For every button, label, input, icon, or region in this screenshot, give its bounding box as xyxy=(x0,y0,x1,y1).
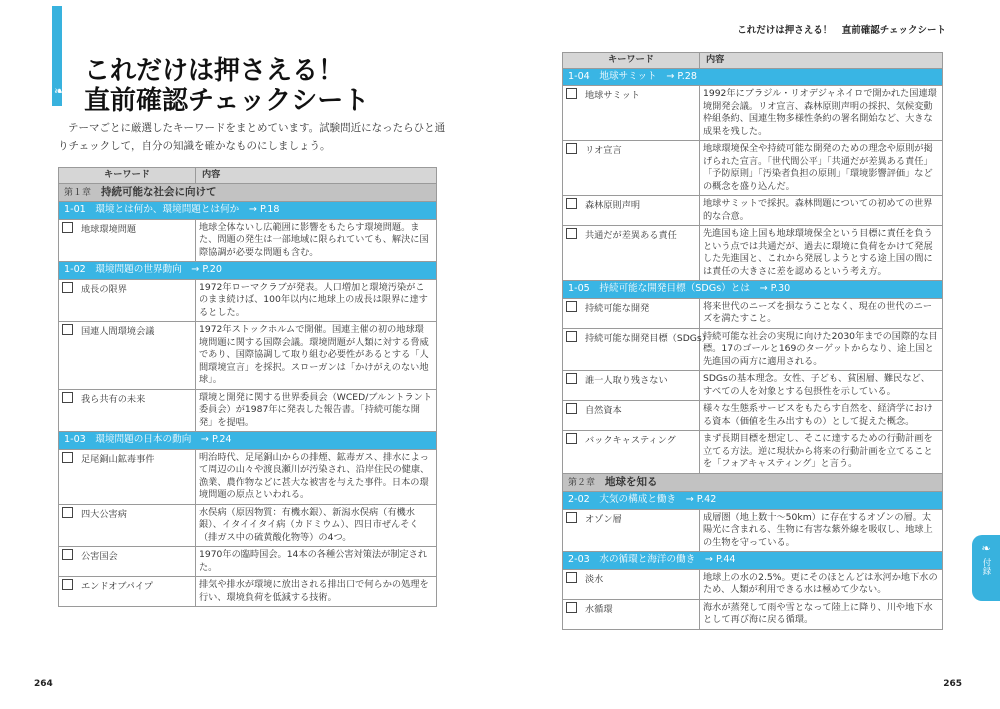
content-cell: 排気や排水が環境に放出される排出口で何らかの処理を行い、環境負荷を低減する技術。 xyxy=(196,577,437,607)
content-cell: 地球環境保全や持続可能な開発のための理念や原則が掲げられた宣言。「世代間公平」「共通だが差異ある責任」「予防原則」「汚染者負担の原則」「環境影響評価」などの概念を盛り込んだ。 xyxy=(700,141,943,196)
checkbox[interactable] xyxy=(566,512,577,523)
header-content: 内容 xyxy=(196,168,437,184)
table-row xyxy=(563,371,943,401)
table-row xyxy=(563,569,943,599)
keyword-cell xyxy=(563,141,700,196)
keyword-label: 国連人間環境会議 xyxy=(81,326,155,337)
checkbox[interactable] xyxy=(62,282,73,293)
keyword-label: 四大公害病 xyxy=(81,508,127,520)
keyword-label: オゾン層 xyxy=(585,513,622,525)
checkbox[interactable] xyxy=(566,403,577,414)
keyword-cell xyxy=(563,328,711,371)
checkbox[interactable] xyxy=(566,301,577,312)
table-header xyxy=(59,168,437,184)
keyword-label: 水循環 xyxy=(585,603,613,615)
table-row xyxy=(563,509,943,552)
keyword-label: 地球環境問題 xyxy=(81,223,137,235)
keyword-cell xyxy=(59,279,196,322)
keyword-label: 公害国会 xyxy=(81,551,118,562)
content-cell: 持続可能な社会の実現に向けた2030年までの国際的な目標。17のゴールと169のターゲットからなり、途上国と先進国の両方に適用される。 xyxy=(700,328,943,371)
section-row xyxy=(563,552,943,570)
keyword-label: 森林原則声明 xyxy=(585,200,641,211)
checkbox[interactable] xyxy=(62,549,73,560)
content-cell: 地球上の水の2.5%。更にそのほとんどは氷河か地下水のため、人類が利用できる水は極めて少ない。 xyxy=(700,569,943,599)
keyword-cell xyxy=(563,509,700,552)
keyword-cell xyxy=(59,504,196,547)
chapter-title: 持続可能な社会に向けて xyxy=(101,185,217,198)
checkbox[interactable] xyxy=(566,198,577,209)
table-row xyxy=(563,431,943,474)
table-row xyxy=(563,328,943,371)
content-cell: まず長期目標を想定し、そこに達するための行動計画を立てる方法。逆に現状から将来の行動計画を立てることを「フォアキャスティング」と言う。 xyxy=(700,431,943,474)
table-row xyxy=(563,298,943,328)
checkbox[interactable] xyxy=(62,324,73,335)
keyword-label: 足尾銅山鉱毒事件 xyxy=(81,453,155,465)
section-heading: 2-03 水の循環と海洋の働き → P.44 xyxy=(563,552,943,570)
table-body xyxy=(563,68,943,629)
content-cell: 地球全体ないし広範囲に影響をもたらす環境問題。また、問題の発生は一部地域に限られていても、解決に国際協調が必要な問題も含む。 xyxy=(196,219,437,262)
keyword-label: エンドオブパイプ xyxy=(81,581,153,592)
checkbox[interactable] xyxy=(62,452,73,463)
chapter-number: 第２章 xyxy=(568,477,596,488)
keyword-cell xyxy=(563,226,700,281)
keyword-cell xyxy=(563,298,700,328)
section-heading: 1-01 環境とは何か、環境問題とは何か → P.18 xyxy=(59,202,437,220)
content-cell: 成層圏（地上数十～50km）に存在するオゾンの層。太陽光に含まれる、生物に有害な紫外線を吸収し、地球上の生物を守っている。 xyxy=(700,509,943,552)
content-cell: 水俣病（原因物質：有機水銀）、新潟水俣病（有機水銀）、イタイイタイ病（カドミウム）、四日市ぜんそく（排ガス中の硫黄酸化物等）の4つ。 xyxy=(196,504,437,547)
keyword-cell xyxy=(563,401,700,431)
table-body xyxy=(59,183,437,607)
header-keyword: キーワード xyxy=(563,53,700,69)
header-content: 内容 xyxy=(700,53,943,69)
leaf-icon: ❧ xyxy=(54,84,65,98)
section-row xyxy=(563,68,943,86)
table-row xyxy=(563,599,943,629)
table-row xyxy=(563,226,943,281)
content-cell: 1992年にブラジル・リオデジャネイロで開かれた国連環境開発会議。リオ宣言、森林原則声明の採択、気候変動枠組条約、国連生物多様性条約の署名開始など、大きな成果を残した。 xyxy=(700,86,943,141)
table-row xyxy=(59,547,437,577)
keyword-cell xyxy=(563,86,700,141)
table-header xyxy=(563,53,943,69)
section-row xyxy=(563,281,943,299)
section-heading: 1-02 環境問題の世界動向 → P.20 xyxy=(59,262,437,280)
keyword-cell xyxy=(59,219,196,262)
keyword-table-right xyxy=(562,52,943,630)
section-row xyxy=(563,492,943,510)
checkbox[interactable] xyxy=(62,222,73,233)
keyword-label: 我ら共有の未来 xyxy=(81,393,146,405)
table-row xyxy=(563,401,943,431)
keyword-label: 地球サミット xyxy=(585,90,640,101)
page-title-line2: 直前確認チェックシート xyxy=(84,86,370,116)
chapter-heading xyxy=(59,183,437,202)
keyword-cell xyxy=(59,449,196,504)
keyword-label: 持続可能な開発目標（SDGs） xyxy=(585,332,711,344)
keyword-table-left xyxy=(58,167,437,607)
right-page xyxy=(500,0,1000,709)
checkbox[interactable] xyxy=(566,143,577,154)
checkbox[interactable] xyxy=(62,392,73,403)
checkbox[interactable] xyxy=(566,228,577,239)
section-row xyxy=(59,262,437,280)
keyword-cell xyxy=(563,569,700,599)
checkbox[interactable] xyxy=(566,331,577,342)
page-number: 264 xyxy=(34,679,53,689)
section-heading: 1-05 持続可能な開発目標（SDGs）とは → P.30 xyxy=(563,281,943,299)
appendix-tab-label: 付録 xyxy=(981,558,991,575)
section-row xyxy=(59,432,437,450)
content-cell: 明治時代、足尾銅山からの排煙、鉱毒ガス、排水によって周辺の山々や渡良瀬川が汚染され、沿岸住民の健康、漁業、農作物などに甚大な被害を与えた事件。日本の環境問題の原点といわれる。 xyxy=(196,449,437,504)
keyword-cell xyxy=(563,431,700,474)
table-row xyxy=(563,141,943,196)
table-row xyxy=(59,577,437,607)
intro-text: テーマごとに厳選したキーワードをまとめています。試験問近になったらひと通りチェックして，自分の知識を確かなものにしましょう。 xyxy=(58,122,446,152)
keyword-label: バックキャスティング xyxy=(585,435,676,446)
checkbox[interactable] xyxy=(566,602,577,613)
keyword-label: 自然資本 xyxy=(585,405,622,416)
content-cell: 海水が蒸発して雨や雪となって陸上に降り、川や地下水として再び海に戻る循環。 xyxy=(700,599,943,629)
checkbox[interactable] xyxy=(566,572,577,583)
content-cell: SDGsの基本理念。女性、子ども、貧困層、難民など、すべての人を対象とする包摂性を示している。 xyxy=(700,371,943,401)
checkbox[interactable] xyxy=(566,373,577,384)
keyword-cell xyxy=(59,389,196,432)
keyword-cell xyxy=(59,577,196,607)
section-row xyxy=(59,202,437,220)
checkbox[interactable] xyxy=(62,579,73,590)
table-row xyxy=(563,196,943,226)
keyword-label: 共通だが差異ある責任 xyxy=(585,230,677,241)
content-cell: 1972年ストックホルムで開催。国連主催の初の地球環境問題に関する国際会議。環境問題が人類に対する脅威であり、国際協調して取り組む必要性があるとする「人間環境宣言」を採択。スローガンは「かけがえのない地球」。 xyxy=(196,322,437,390)
chapter-title: 地球を知る xyxy=(605,475,658,488)
checkbox[interactable] xyxy=(62,507,73,518)
chapter-row xyxy=(563,473,943,492)
keyword-label: リオ宣言 xyxy=(585,145,622,156)
keyword-cell xyxy=(59,322,196,390)
checkbox[interactable] xyxy=(566,433,577,444)
content-cell: 1970年の臨時国会。14本の各種公害対策法が制定された。 xyxy=(196,547,437,577)
keyword-label: 持続可能な開発 xyxy=(585,302,650,314)
appendix-tab[interactable] xyxy=(972,535,1000,601)
table-row xyxy=(59,449,437,504)
keyword-label: 淡水 xyxy=(585,573,604,585)
section-heading: 1-04 地球サミット → P.28 xyxy=(563,68,943,86)
table-row xyxy=(59,322,437,390)
chapter-heading xyxy=(563,473,943,492)
page-number: 265 xyxy=(943,679,962,689)
section-heading: 1-03 環境問題の日本の動向 → P.24 xyxy=(59,432,437,450)
keyword-cell xyxy=(563,196,700,226)
keyword-label: 成長の限界 xyxy=(81,283,127,295)
content-cell: 将来世代のニーズを損なうことなく、現在の世代のニーズを満たすこと。 xyxy=(700,298,943,328)
content-cell: 先進国も途上国も地球環境保全という目標に責任を負うという点では共通だが、過去に環境に負荷をかけて発展した先進国と、これから発展しようとする途上国の間には責任の大きさに差を認めるという考え方。 xyxy=(700,226,943,281)
table-row xyxy=(59,279,437,322)
keyword-cell xyxy=(563,599,700,629)
running-head: これだけは押さえる！ 直前確認チェックシート xyxy=(737,25,946,36)
table-row xyxy=(59,389,437,432)
chapter-number: 第１章 xyxy=(64,187,92,198)
table-row xyxy=(563,86,943,141)
checkbox[interactable] xyxy=(566,88,577,99)
keyword-cell xyxy=(563,371,700,401)
table-row xyxy=(59,504,437,547)
keyword-label: 誰一人取り残さない xyxy=(585,375,668,386)
header-keyword: キーワード xyxy=(59,168,196,184)
chapter-row xyxy=(59,183,437,202)
content-cell: 1972年ローマクラブが発表。人口増加と環境汚染がこのまま続けば、100年以内に地球上の成長は限界に達するとした。 xyxy=(196,279,437,322)
content-cell: 様々な生態系サービスをもたらす自然を、経済学における資本（価値を生み出すもの）として捉えた概念。 xyxy=(700,401,943,431)
section-heading: 2-02 大気の構成と働き → P.42 xyxy=(563,492,943,510)
content-cell: 地球サミットで採択。森林問題についての初めての世界的な合意。 xyxy=(700,196,943,226)
leaf-icon: ❧ xyxy=(981,542,991,555)
content-cell: 環境と開発に関する世界委員会（WCED/ブルントラント委員会）が1987年に発表した報告書。「持続可能な開発」を提唱。 xyxy=(196,389,437,432)
table-row xyxy=(59,219,437,262)
page-title-line1: これだけは押さえる！ xyxy=(84,56,345,86)
keyword-cell xyxy=(59,547,196,577)
